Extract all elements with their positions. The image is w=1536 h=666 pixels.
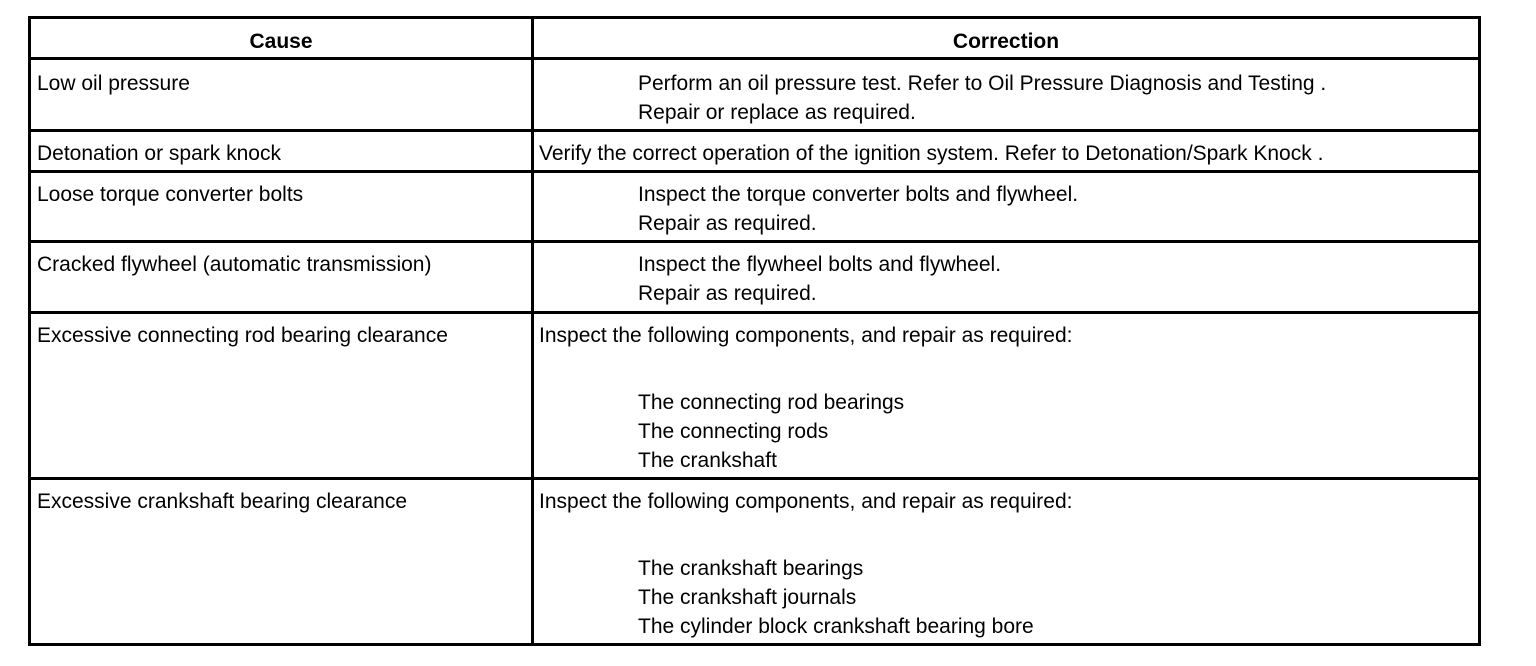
diagnosis-table bbox=[28, 16, 1481, 646]
list-item: The cylinder block crankshaft bearing bore bbox=[638, 615, 1034, 638]
correction-line: Repair as required. bbox=[638, 282, 817, 305]
list-item: The crankshaft journals bbox=[638, 586, 857, 609]
list-item: The connecting rods bbox=[638, 420, 829, 443]
row-divider bbox=[31, 129, 1478, 132]
row-divider bbox=[31, 311, 1478, 314]
correction-cell bbox=[638, 180, 1078, 238]
header-row-divider bbox=[31, 57, 1478, 60]
cause-cell: Excessive connecting rod bearing clearance bbox=[37, 324, 448, 347]
header-correction: Correction bbox=[952, 30, 1060, 53]
header-cause: Cause bbox=[249, 30, 313, 53]
list-item: The crankshaft bbox=[638, 449, 777, 472]
correction-line: Inspect the flywheel bolts and flywheel. bbox=[638, 253, 1002, 276]
row-divider bbox=[31, 240, 1478, 243]
column-divider bbox=[531, 19, 534, 643]
correction-line: Repair or replace as required. bbox=[638, 101, 916, 124]
correction-line: Inspect the torque converter bolts and flywheel. bbox=[638, 183, 1079, 206]
correction-intro: Inspect the following components, and repair as required: bbox=[539, 324, 1073, 347]
correction-cell bbox=[638, 69, 1326, 127]
correction-line: Repair as required. bbox=[638, 212, 817, 235]
correction-cell bbox=[638, 250, 1001, 308]
cause-cell: Cracked flywheel (automatic transmission) bbox=[37, 253, 432, 276]
cause-cell: Low oil pressure bbox=[37, 72, 190, 95]
row-divider bbox=[31, 477, 1478, 480]
cause-cell: Excessive crankshaft bearing clearance bbox=[37, 490, 408, 513]
cause-cell: Loose torque converter bolts bbox=[37, 183, 304, 206]
correction-cell: Verify the correct operation of the ignition system. Refer to Detonation/Spark Knock . bbox=[539, 142, 1324, 165]
list-item: The connecting rod bearings bbox=[638, 391, 905, 414]
cause-cell: Detonation or spark knock bbox=[37, 142, 281, 165]
list-item: The crankshaft bearings bbox=[638, 557, 864, 580]
correction-list bbox=[638, 388, 904, 475]
correction-line: Perform an oil pressure test. Refer to Oil Pressure Diagnosis and Testing . bbox=[638, 72, 1327, 95]
correction-list bbox=[638, 554, 1034, 641]
correction-intro: Inspect the following components, and repair as required: bbox=[539, 490, 1073, 513]
row-divider bbox=[31, 170, 1478, 173]
